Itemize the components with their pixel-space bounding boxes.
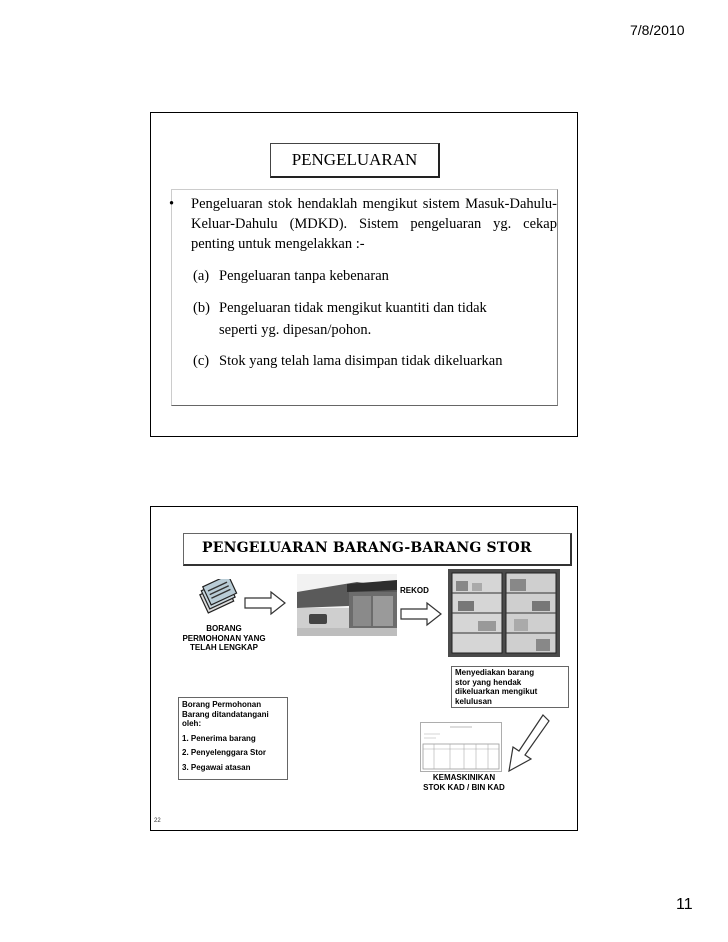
slide-title-box [183, 533, 572, 566]
signer-item: 1. Penerima barang [182, 733, 256, 743]
slide-pengeluaran [150, 112, 578, 437]
item-c-text: Stok yang telah lama disimpan tidak dikeluarkan [219, 353, 503, 369]
right-arrow-icon [399, 601, 443, 627]
item-c-label: (c) [193, 353, 210, 369]
slide-title: PENGELUARAN BARANG-BARANG STOR [202, 540, 532, 556]
store-cabinet-photo [448, 569, 560, 657]
slide-number: 22 [154, 818, 161, 824]
rekod-label: REKOD [400, 586, 429, 595]
borang-label [179, 624, 269, 653]
note-left-heading-line3: oleh: [182, 719, 202, 728]
form-documents-icon [195, 579, 243, 617]
note-right-line3: dikeluarkan mengikut [455, 687, 538, 696]
borang-label-line3: TELAH LENGKAP [190, 643, 258, 652]
kemaskinikan-label [414, 773, 514, 792]
down-left-arrow-icon [505, 713, 551, 775]
borang-label-line1: BORANG [206, 624, 242, 633]
note-left-heading-line2: Barang ditandatangani [182, 709, 269, 719]
kemaskinikan-line2: STOK KAD / BIN KAD [423, 782, 505, 792]
page-number: 11 [676, 896, 693, 913]
item-b-text: Pengeluaran tidak mengikut kuantiti dan tidak [219, 300, 487, 316]
note-left-heading-line1: Borang Permohonan [182, 700, 262, 709]
note-right-line4: kelulusan [455, 696, 492, 706]
header-date: 7/8/2010 [630, 22, 685, 38]
item-a-text: Pengeluaran tanpa kebenaran [219, 268, 389, 284]
note-right-line1: Menyediakan barang [455, 668, 535, 677]
item-a-label: (a) [193, 268, 210, 284]
store-building-photo [297, 574, 397, 636]
item-b-label: (b) [193, 300, 210, 316]
borang-label-line2: PERMOHONAN YANG [182, 633, 266, 643]
note-right-line2: stor yang hendak [455, 677, 522, 687]
note-borang-permohonan [178, 697, 288, 780]
right-arrow-icon [243, 590, 287, 616]
stock-card-form-icon [420, 722, 502, 772]
kemaskinikan-line1: KEMASKINIKAN [432, 773, 496, 782]
item-b-text-cont: seperti yg. dipesan/pohon. [219, 322, 372, 338]
slide-pengeluaran-barang [150, 506, 578, 831]
signer-item: 3. Pegawai atasan [182, 762, 251, 772]
bullet-paragraph: Pengeluaran stok hendaklah mengikut sistem Masuk-Dahulu-Keluar-Dahulu (MDKD). Sistem pengeluaran yg. cekap penting untuk mengelakkan :- [191, 196, 557, 252]
bullet-icon: • [169, 196, 175, 212]
slide-title: PENGELUARAN [270, 143, 440, 178]
note-menyediakan [451, 666, 569, 708]
signer-item: 2. Penyelenggara Stor [182, 748, 267, 757]
